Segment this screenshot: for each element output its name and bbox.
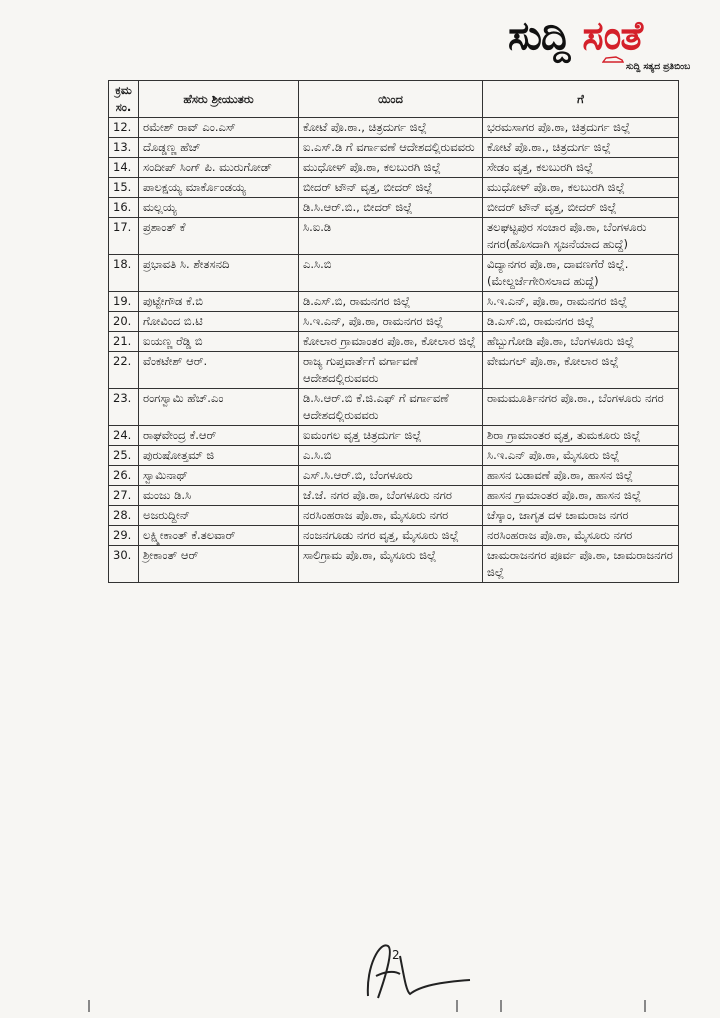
cell-from: ಕೋಟೆ ಪೊ.ಠಾ., ಚಿತ್ರದುರ್ಗ ಜಿಲ್ಲೆ bbox=[299, 118, 483, 138]
scan-mark bbox=[644, 1000, 646, 1012]
table-row bbox=[109, 118, 679, 138]
cell-to: ಸಿ.ಇ.ಎನ್, ಪೊ.ಠಾ, ರಾಮನಗರ ಜಿಲ್ಲೆ bbox=[483, 292, 679, 312]
cell-from: ನರಸಿಂಹರಾಜ ಪೊ.ಠಾ, ಮೈಸೂರು ನಗರ bbox=[299, 506, 483, 526]
cell-name: ಸಂದೀಪ್ ಸಿಂಗ್ ಪಿ. ಮುರುಗೋಡ್ bbox=[139, 158, 299, 178]
table-row bbox=[109, 312, 679, 332]
cell-serial: 15. bbox=[109, 178, 139, 198]
table-row bbox=[109, 218, 679, 255]
scan-mark bbox=[456, 1000, 458, 1012]
cell-to: ಭರಮಸಾಗರ ಪೊ.ಠಾ, ಚಿತ್ರದುರ್ಗ ಜಿಲ್ಲೆ bbox=[483, 118, 679, 138]
car-icon bbox=[602, 54, 624, 64]
cell-serial: 13. bbox=[109, 138, 139, 158]
cell-serial: 21. bbox=[109, 332, 139, 352]
cell-name: ಅಜರುದ್ದೀನ್ bbox=[139, 506, 299, 526]
cell-serial: 18. bbox=[109, 255, 139, 292]
cell-from: ಕೋಲಾರ ಗ್ರಾಮಾಂತರ ಪೊ.ಠಾ, ಕೋಲಾರ ಜಿಲ್ಲೆ bbox=[299, 332, 483, 352]
table-row bbox=[109, 389, 679, 426]
cell-from: ಸಿ.ಇ.ಎನ್, ಪೊ.ಠಾ, ರಾಮನಗರ ಜಿಲ್ಲೆ bbox=[299, 312, 483, 332]
cell-to: ಡಿ.ಎಸ್.ಬಿ, ರಾಮನಗರ ಜಿಲ್ಲೆ bbox=[483, 312, 679, 332]
table-row bbox=[109, 352, 679, 389]
logo-tagline: ಸುದ್ದಿ ಸತ್ಯದ ಪ್ರತಿಬಿಂಬ bbox=[626, 62, 691, 72]
table-row bbox=[109, 158, 679, 178]
logo-word-2: ಸಂತೆ bbox=[582, 13, 643, 59]
cell-to: ಹೆಬ್ಬುಗೋಡಿ ಪೊ.ಠಾ, ಬೆಂಗಳೂರು ಜಿಲ್ಲೆ bbox=[483, 332, 679, 352]
header-to: ಗೆ bbox=[483, 81, 679, 118]
cell-serial: 12. bbox=[109, 118, 139, 138]
cell-from: ಡಿ.ಸಿ.ಆರ್.ಬಿ., ಬೀದರ್ ಜಿಲ್ಲೆ bbox=[299, 198, 483, 218]
table-row bbox=[109, 446, 679, 466]
cell-from: ಡಿ.ಸಿ.ಆರ್.ಬಿ ಕೆ.ಜಿ.ಎಫ್ ಗೆ ವರ್ಗಾವಣೆ ಆದೇಶದಲ್ಲಿರುವವರು bbox=[299, 389, 483, 426]
table-row bbox=[109, 332, 679, 352]
cell-name: ಲಕ್ಷ್ಮೀಕಾಂತ್ ಕೆ.ತಲವಾರ್ bbox=[139, 526, 299, 546]
cell-from: ಮುಧೋಳ್ ಪೊ.ಠಾ, ಕಲಬುರಗಿ ಜಿಲ್ಲೆ bbox=[299, 158, 483, 178]
signature bbox=[360, 936, 480, 1006]
cell-from: ಡಿ.ಎಸ್.ಬಿ, ರಾಮನಗರ ಜಿಲ್ಲೆ bbox=[299, 292, 483, 312]
table-row bbox=[109, 526, 679, 546]
cell-name: ಪ್ರಶಾಂತ್ ಕೆ bbox=[139, 218, 299, 255]
table-row bbox=[109, 506, 679, 526]
cell-serial: 16. bbox=[109, 198, 139, 218]
cell-from: ಐ.ಎಸ್.ಡಿ ಗೆ ವರ್ಗಾವಣೆ ಆದೇಶದಲ್ಲಿರುವವರು bbox=[299, 138, 483, 158]
cell-name: ಶ್ರೀಕಾಂತ್ ಆರ್ bbox=[139, 546, 299, 583]
page-number: 2 bbox=[392, 948, 400, 962]
cell-name: ಪುರುಷೋತ್ತಮ್ ಜಿ bbox=[139, 446, 299, 466]
cell-name: ಪಾಲಕ್ಷಯ್ಯ ಮಾರ್ಕೊಂಡಯ್ಯ bbox=[139, 178, 299, 198]
cell-serial: 25. bbox=[109, 446, 139, 466]
table-body bbox=[109, 118, 679, 583]
cell-from: ಸಿ.ಐ.ಡಿ bbox=[299, 218, 483, 255]
cell-name: ಪ್ರಭಾವತಿ ಸಿ. ಶೇತಸನದಿ bbox=[139, 255, 299, 292]
cell-serial: 30. bbox=[109, 546, 139, 583]
cell-to: ಚೆಸ್ಕಾಂ, ಜಾಗೃತ ದಳ ಚಾಮರಾಜ ನಗರ bbox=[483, 506, 679, 526]
cell-serial: 27. bbox=[109, 486, 139, 506]
header-name: ಹೆಸರು ಶ್ರೀಯುತರು bbox=[139, 81, 299, 118]
cell-to: ಬೀದರ್ ಟೌನ್ ವೃತ್ತ, ಬೀದರ್ ಜಿಲ್ಲೆ bbox=[483, 198, 679, 218]
cell-from: ಸಾಲಿಗ್ರಾಮ ಪೊ.ಠಾ, ಮೈಸೂರು ಜಿಲ್ಲೆ bbox=[299, 546, 483, 583]
cell-to: ವೇಮಗಲ್ ಪೊ.ಠಾ, ಕೋಲಾರ ಜಿಲ್ಲೆ bbox=[483, 352, 679, 389]
cell-to: ಹಾಸನ ಗ್ರಾಮಾಂತರ ಪೊ.ಠಾ, ಹಾಸನ ಜಿಲ್ಲೆ bbox=[483, 486, 679, 506]
cell-from: ಎ.ಸಿ.ಬಿ bbox=[299, 446, 483, 466]
cell-name: ರಮೇಶ್ ರಾವ್ ಎಂ.ಎಸ್ bbox=[139, 118, 299, 138]
cell-from: ಜೆ.ಜೆ. ನಗರ ಪೊ.ಠಾ, ಬೆಂಗಳೂರು ನಗರ bbox=[299, 486, 483, 506]
cell-to: ಶಿರಾ ಗ್ರಾಮಾಂತರ ವೃತ್ತ, ತುಮಕೂರು ಜಿಲ್ಲೆ bbox=[483, 426, 679, 446]
table-row bbox=[109, 466, 679, 486]
cell-name: ಗೋವಿಂದ ಬಿ.ಟಿ bbox=[139, 312, 299, 332]
table-header-row bbox=[109, 81, 679, 118]
cell-to: ತಲಘಟ್ಟಪುರ ಸಂಚಾರ ಪೊ.ಠಾ, ಬೆಂಗಳೂರು ನಗರ(ಹೊಸದಾಗಿ ಸೃಜನೆಯಾದ ಹುದ್ದೆ) bbox=[483, 218, 679, 255]
cell-to: ನರಸಿಂಹರಾಜ ಪೊ.ಠಾ, ಮೈಸೂರು ನಗರ bbox=[483, 526, 679, 546]
cell-from: ಎಸ್.ಸಿ.ಆರ್.ಬಿ, ಬೆಂಗಳೂರು bbox=[299, 466, 483, 486]
cell-serial: 28. bbox=[109, 506, 139, 526]
cell-name: ದೊಡ್ಡಣ್ಣ ಹೆಚ್ bbox=[139, 138, 299, 158]
cell-from: ಎ.ಸಿ.ಬಿ bbox=[299, 255, 483, 292]
cell-from: ನಂಜನಗೂಡು ನಗರ ವೃತ್ತ, ಮೈಸೂರು ಜಿಲ್ಲೆ bbox=[299, 526, 483, 546]
cell-from: ರಾಜ್ಯ ಗುಪ್ತವಾರ್ತೆಗೆ ವರ್ಗಾವಣೆ ಆದೇಶದಲ್ಲಿರುವವರು bbox=[299, 352, 483, 389]
cell-to: ಚಾಮರಾಜನಗರ ಪೂರ್ವ ಪೊ.ಠಾ, ಚಾಮರಾಜನಗರ ಜಿಲ್ಲೆ bbox=[483, 546, 679, 583]
cell-from: ಐಮಂಗಲ ವೃತ್ತ ಚಿತ್ರದುರ್ಗ ಜಿಲ್ಲೆ bbox=[299, 426, 483, 446]
logo bbox=[508, 10, 712, 80]
table-row bbox=[109, 426, 679, 446]
cell-serial: 19. bbox=[109, 292, 139, 312]
cell-name: ಐಯಣ್ಣ ರೆಡ್ಡಿ ಬಿ bbox=[139, 332, 299, 352]
cell-name: ಮಲ್ಲಯ್ಯ bbox=[139, 198, 299, 218]
cell-to: ರಾಮಮೂರ್ತಿನಗರ ಪೊ.ಠಾ., ಬೆಂಗಳೂರು ನಗರ bbox=[483, 389, 679, 426]
cell-serial: 17. bbox=[109, 218, 139, 255]
header-serial: ಕ್ರಮ ಸಂ. bbox=[109, 81, 139, 118]
cell-name: ರಂಗಸ್ವಾಮಿ ಹೆಚ್.ಎಂ bbox=[139, 389, 299, 426]
cell-serial: 14. bbox=[109, 158, 139, 178]
table-row bbox=[109, 486, 679, 506]
cell-to: ಹಾಸನ ಬಡಾವಣೆ ಪೊ.ಠಾ, ಹಾಸನ ಜಿಲ್ಲೆ bbox=[483, 466, 679, 486]
scan-mark bbox=[500, 1000, 502, 1012]
cell-to: ಮುಧೋಳ್ ಪೊ.ಠಾ, ಕಲಬುರಗಿ ಜಿಲ್ಲೆ bbox=[483, 178, 679, 198]
table-row bbox=[109, 292, 679, 312]
cell-name: ವೆಂಕಟೇಶ್ ಆರ್. bbox=[139, 352, 299, 389]
cell-serial: 29. bbox=[109, 526, 139, 546]
cell-to: ಸಿ.ಇ.ಎನ್ ಪೊ.ಠಾ, ಮೈಸೂರು ಜಿಲ್ಲೆ bbox=[483, 446, 679, 466]
table-row bbox=[109, 255, 679, 292]
cell-name: ಪುಟ್ಟೇಗೌಡ ಕೆ.ಬಿ bbox=[139, 292, 299, 312]
table-row bbox=[109, 198, 679, 218]
cell-to: ಸೇಡಂ ವೃತ್ತ, ಕಲಬುರಗಿ ಜಿಲ್ಲೆ bbox=[483, 158, 679, 178]
transfer-table bbox=[108, 80, 679, 583]
cell-to: ವಿದ್ಯಾನಗರ ಪೊ.ಠಾ, ದಾವಣಗೆರೆ ಜಿಲ್ಲೆ. (ಮೇಲ್ದರ್ಜೆಗೇರಿಸಲಾದ ಹುದ್ದೆ) bbox=[483, 255, 679, 292]
cell-from: ಬೀದರ್ ಟೌನ್ ವೃತ್ತ, ಬೀದರ್ ಜಿಲ್ಲೆ bbox=[299, 178, 483, 198]
cell-serial: 22. bbox=[109, 352, 139, 389]
table-row bbox=[109, 138, 679, 158]
scan-mark bbox=[88, 1000, 90, 1012]
cell-name: ರಾಘವೇಂದ್ರ ಕೆ.ಆರ್ bbox=[139, 426, 299, 446]
cell-name: ಮಂಜು ಡಿ.ಸಿ bbox=[139, 486, 299, 506]
logo-word-1: ಸುದ್ದಿ bbox=[508, 13, 570, 59]
cell-serial: 24. bbox=[109, 426, 139, 446]
cell-serial: 20. bbox=[109, 312, 139, 332]
table-row bbox=[109, 178, 679, 198]
cell-name: ಸ್ವಾಮಿನಾಥ್ bbox=[139, 466, 299, 486]
cell-serial: 26. bbox=[109, 466, 139, 486]
cell-to: ಕೋಟೆ ಪೊ.ಠಾ., ಚಿತ್ರದುರ್ಗ ಜಿಲ್ಲೆ bbox=[483, 138, 679, 158]
table-row bbox=[109, 546, 679, 583]
cell-serial: 23. bbox=[109, 389, 139, 426]
header-from: ಯಿಂದ bbox=[299, 81, 483, 118]
